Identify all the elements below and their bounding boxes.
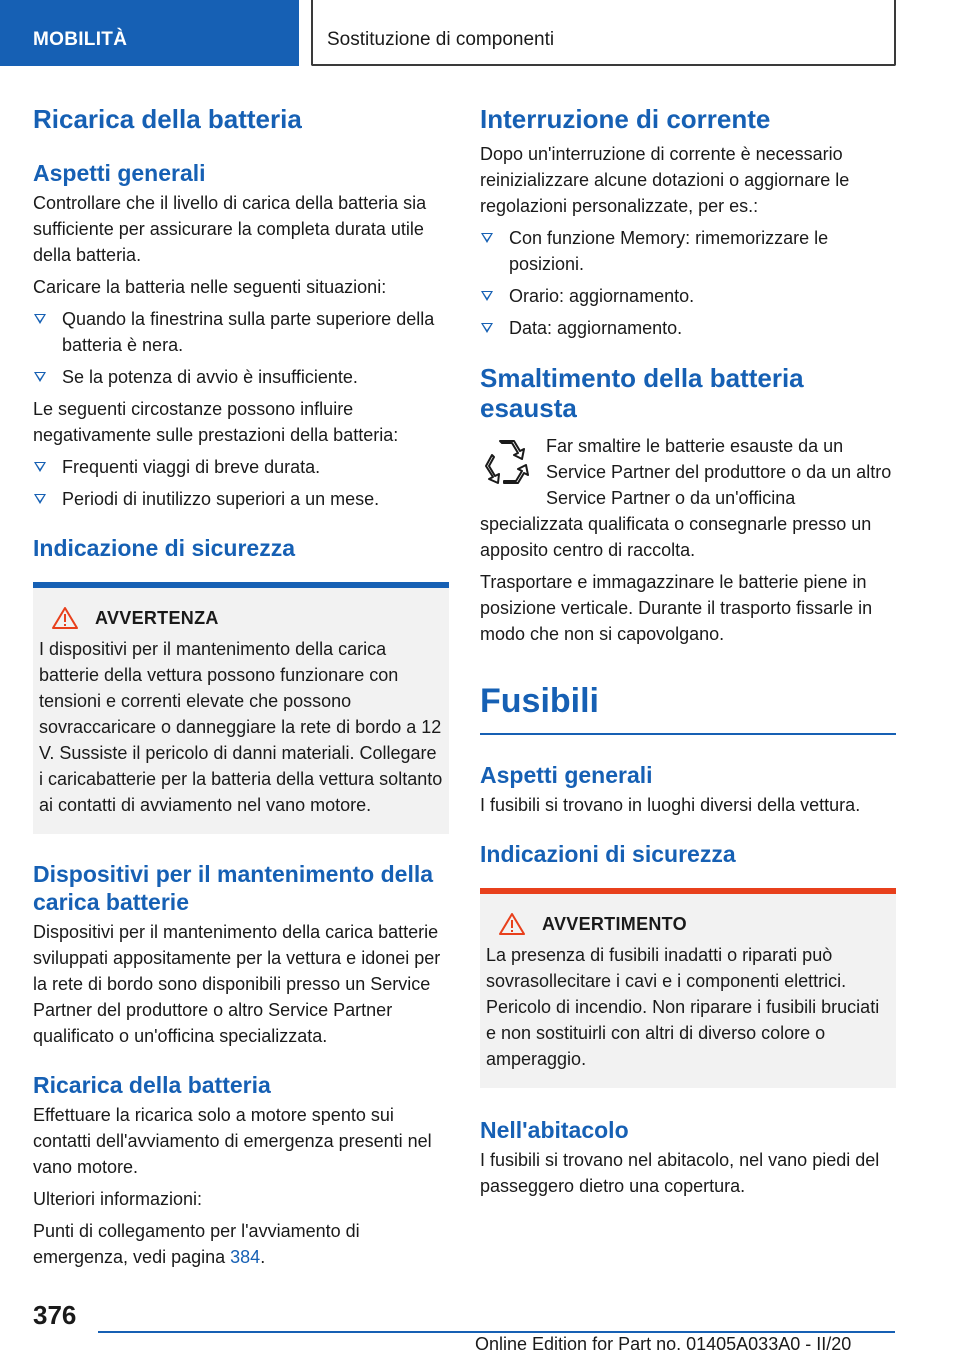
heading-cabin: Nell'abitacolo — [480, 1117, 629, 1143]
page-number: 376 — [33, 1300, 77, 1330]
heading-general-aspects: Aspetti generali — [33, 160, 206, 186]
heading-disposal: Smaltimento della batteria esausta — [480, 363, 804, 423]
warning-triangle-icon — [498, 912, 526, 936]
heading-battery-charging: Ricarica della batteria — [33, 104, 302, 134]
factors-list — [33, 454, 449, 512]
paragraph-factors: Le seguenti circostanze possono influire negativamente sulle prestazioni della batteria: — [33, 399, 399, 445]
heading-power-interruption: Interruzione di corrente — [480, 104, 771, 134]
page-link[interactable]: 384 — [230, 1247, 261, 1267]
paragraph-charging-2: Effettuare la ricarica solo a motore spento sui contatti dell'avviamento di emergenza presenti nel vano motore. — [33, 1105, 432, 1177]
fuses-warning-label: AVVERTIMENTO — [542, 913, 687, 934]
fuses-warning-text: La presenza di fusibili inadatti o riparati può sovrasollecitare i cavi e i componenti elettrici. Pericolo di incendio. Non riparare i fusibili bruciati e non sostituirli con altri di diverso colore o amperaggio. — [486, 945, 880, 1069]
recycling-icon — [482, 435, 536, 489]
paragraph-interruption: Dopo un'interruzione di corrente è necessario reinizializzare alcune dotazioni o aggiornare le regolazioni personalizzate, per es.: — [480, 144, 850, 216]
heading-maintainers: Dispositivi per il mantenimento della carica batterie — [33, 861, 434, 915]
paragraph-disposal-1: Far smaltire le batterie esauste da un Service Partner del produttore o da un altro Service Partner o da un'officina specializzata qualificata o consegnarle presso un apposito centro di raccolta. — [480, 433, 896, 563]
footer-edition: Online Edition for Part no. 01405A033A0 - II/20 — [475, 1334, 852, 1354]
bullet-triangle-icon — [481, 291, 493, 301]
interruption-list — [480, 225, 896, 341]
fuses-warning-box — [480, 888, 896, 1088]
warning-box — [33, 582, 449, 834]
paragraph-cabin: I fusibili si trovano nel abitacolo, nel vano piedi del passeggero dietro una copertura. — [480, 1150, 880, 1196]
list-item: Quando la finestrina sulla parte superiore della batteria è nera. — [33, 306, 449, 358]
warning-triangle-icon — [51, 606, 79, 630]
header-subsection-label: Sostituzione di componenti — [327, 29, 555, 50]
header-section — [0, 0, 299, 66]
list-item: Data: aggiornamento. — [480, 315, 896, 341]
list-item: Orario: aggiornamento. — [480, 283, 896, 309]
paragraph-disposal-2: Trasportare e immagazzinare le batterie piene in posizione verticale. Durante il trasporto fissarle in modo che non si capovolgano. — [480, 572, 873, 644]
heading-fuses-general: Aspetti generali — [480, 762, 653, 788]
heading-safety-note: Indicazione di sicurezza — [33, 535, 296, 561]
heading-fuses-safety: Indicazioni di sicurezza — [480, 841, 736, 867]
header-subsection — [311, 0, 896, 66]
list-item: Con funzione Memory: rimemorizzare le posizioni. — [480, 225, 896, 277]
footer-rule — [98, 1331, 895, 1333]
bullet-triangle-icon — [481, 323, 493, 333]
paragraph-fuses-general: I fusibili si trovano in luoghi diversi della vettura. — [480, 795, 861, 815]
right-column — [480, 100, 896, 1199]
situations-list — [33, 306, 449, 390]
list-item: Frequenti viaggi di breve durata. — [33, 454, 449, 480]
paragraph-general-2: Caricare la batteria nelle seguenti situazioni: — [33, 277, 387, 297]
paragraph-maintainers: Dispositivi per il mantenimento della carica batterie sviluppati appositamente per la vettura e idonei per la rete di bordo sono disponibili presso un Service Partner del produttore o altro Service Partner qualificato o un'officina specializzata. — [33, 922, 441, 1046]
paragraph-more-info: Ulteriori informazioni: — [33, 1189, 203, 1209]
warning-label: AVVERTENZA — [95, 607, 219, 628]
bullet-triangle-icon — [34, 314, 46, 324]
list-item: Periodi di inutilizzo superiori a un mese. — [33, 486, 449, 512]
bullet-triangle-icon — [481, 233, 493, 243]
heading-fuses: Fusibili — [480, 682, 599, 720]
list-item: Se la potenza di avvio è insufficiente. — [33, 364, 449, 390]
fuses-rule — [480, 733, 896, 735]
disposal-block — [480, 433, 896, 563]
heading-charging-2: Ricarica della batteria — [33, 1072, 271, 1098]
bullet-triangle-icon — [34, 372, 46, 382]
paragraph-jumpstart: Punti di collegamento per l'avviamento di emergenza, vedi pagina 384. — [33, 1221, 360, 1267]
paragraph-general-1: Controllare che il livello di carica della batteria sia sufficiente per assicurare la completa durata utile della batteria. — [33, 193, 427, 265]
left-column — [33, 100, 449, 1270]
bullet-triangle-icon — [34, 462, 46, 472]
header-section-label: MOBILITÀ — [33, 29, 128, 50]
warning-text: I dispositivi per il mantenimento della carica batterie della vettura possono funzionare con tensioni e correnti elevate che possono sovraccaricare o danneggiare la rete di bordo a 12 V. Sussiste il pericolo di danni materiali. Collegare i caricabatterie per la batteria della vettura soltanto ai contatti di avviamento nel vano motore. — [39, 639, 443, 815]
bullet-triangle-icon — [34, 494, 46, 504]
